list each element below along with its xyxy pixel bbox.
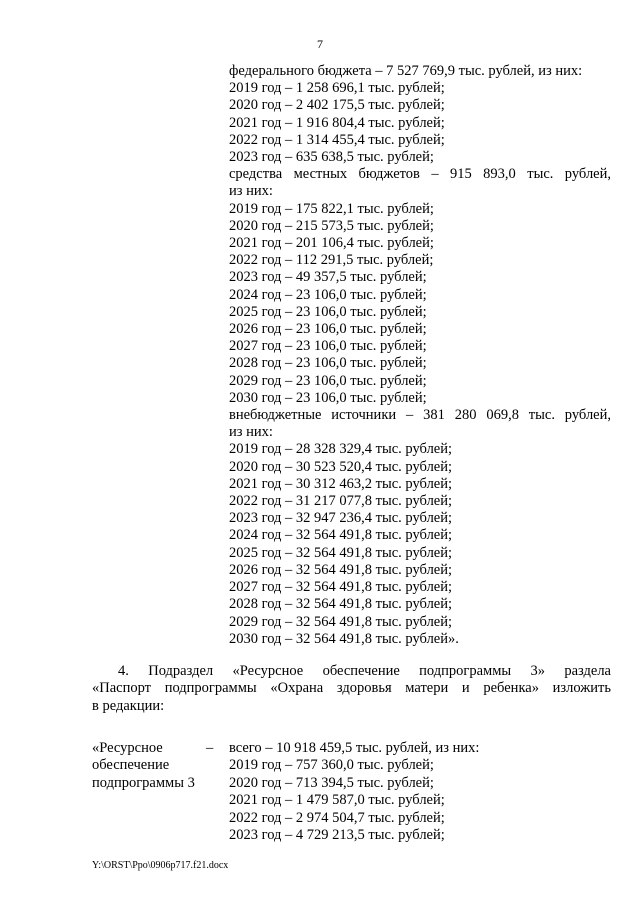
- resource-label-line: обеспечение: [92, 757, 170, 774]
- funding-line: 2028 год – 23 106,0 тыс. рублей;: [229, 355, 427, 372]
- resource-label-line: «Ресурсное: [92, 740, 163, 756]
- paragraph-line: в редакции:: [92, 697, 165, 714]
- funding-line: 2023 год – 32 947 236,4 тыс. рублей;: [229, 510, 453, 527]
- funding-line: 2027 год – 32 564 491,8 тыс. рублей;: [229, 579, 453, 596]
- funding-line: 2022 год – 1 314 455,4 тыс. рублей;: [229, 131, 445, 148]
- funding-breakdown: [229, 63, 611, 648]
- funding-line: 2019 год – 28 328 329,4 тыс. рублей;: [229, 441, 453, 458]
- funding-line: из них:: [229, 424, 273, 441]
- funding-line: 2021 год – 30 312 463,2 тыс. рублей;: [229, 475, 453, 492]
- resource-value-line: 2020 год – 713 394,5 тыс. рублей;: [229, 774, 434, 791]
- funding-line: 2029 год – 23 106,0 тыс. рублей;: [229, 372, 427, 389]
- paragraph-4: [92, 663, 611, 715]
- funding-line: 2020 год – 2 402 175,5 тыс. рублей;: [229, 97, 445, 114]
- funding-line: 2020 год – 30 523 520,4 тыс. рублей;: [229, 458, 453, 475]
- funding-line: 2022 год – 112 291,5 тыс. рублей;: [229, 252, 434, 269]
- funding-line: 2024 год – 32 564 491,8 тыс. рублей;: [229, 527, 453, 544]
- funding-line: 2021 год – 1 916 804,4 тыс. рублей;: [229, 114, 445, 131]
- funding-line: 2019 год – 175 822,1 тыс. рублей;: [229, 200, 434, 217]
- funding-line: 2023 год – 49 357,5 тыс. рублей;: [229, 269, 427, 286]
- funding-line: 2028 год – 32 564 491,8 тыс. рублей;: [229, 596, 453, 613]
- paragraph-line: «Паспорт подпрограммы «Охрана здоровья матери и ребенка» изложить: [92, 680, 611, 697]
- funding-line: 2021 год – 201 106,4 тыс. рублей;: [229, 235, 434, 252]
- funding-line: федерального бюджета – 7 527 769,9 тыс. рублей, из них:: [229, 63, 583, 79]
- funding-line: 2024 год – 23 106,0 тыс. рублей;: [229, 286, 427, 303]
- funding-line: средства местных бюджетов – 915 893,0 тыс. рублей,: [229, 166, 611, 183]
- funding-line: 2027 год – 23 106,0 тыс. рублей;: [229, 338, 427, 355]
- funding-line: 2023 год – 635 638,5 тыс. рублей;: [229, 149, 434, 166]
- funding-line: 2025 год – 32 564 491,8 тыс. рублей;: [229, 544, 453, 561]
- resource-value-line: 2023 год – 4 729 213,5 тыс. рублей;: [229, 827, 445, 844]
- funding-line: внебюджетные источники – 381 280 069,8 тыс. рублей,: [229, 407, 611, 424]
- resource-value-line: 2019 год – 757 360,0 тыс. рублей;: [229, 757, 434, 774]
- funding-line: 2030 год – 32 564 491,8 тыс. рублей».: [229, 630, 459, 647]
- paragraph-line: 4. Подраздел «Ресурсное обеспечение подпрограммы 3» раздела: [118, 663, 611, 679]
- resource-label: [92, 740, 195, 792]
- resource-value-line: 2022 год – 2 974 504,7 тыс. рублей;: [229, 809, 445, 826]
- funding-line: из них:: [229, 183, 273, 200]
- funding-line: 2030 год – 23 106,0 тыс. рублей;: [229, 389, 427, 406]
- page-number: 7: [317, 37, 323, 51]
- funding-line: 2029 год – 32 564 491,8 тыс. рублей;: [229, 613, 453, 630]
- funding-line: 2026 год – 23 106,0 тыс. рублей;: [229, 321, 427, 338]
- funding-line: 2019 год – 1 258 696,1 тыс. рублей;: [229, 80, 445, 97]
- resource-dash: –: [206, 740, 214, 756]
- funding-line: 2022 год – 31 217 077,8 тыс. рублей;: [229, 493, 453, 510]
- funding-line: 2026 год – 32 564 491,8 тыс. рублей;: [229, 561, 453, 578]
- resource-label-line: подпрограммы 3: [92, 774, 195, 791]
- resource-value-line: всего – 10 918 459,5 тыс. рублей, из них:: [229, 740, 480, 756]
- resource-values: [229, 740, 611, 844]
- funding-line: 2020 год – 215 573,5 тыс. рублей;: [229, 217, 434, 234]
- resource-value-line: 2021 год – 1 479 587,0 тыс. рублей;: [229, 792, 445, 809]
- funding-line: 2025 год – 23 106,0 тыс. рублей;: [229, 303, 427, 320]
- file-path-footer: Y:\ORST\Ppo\0906p717.f21.docx: [92, 860, 229, 871]
